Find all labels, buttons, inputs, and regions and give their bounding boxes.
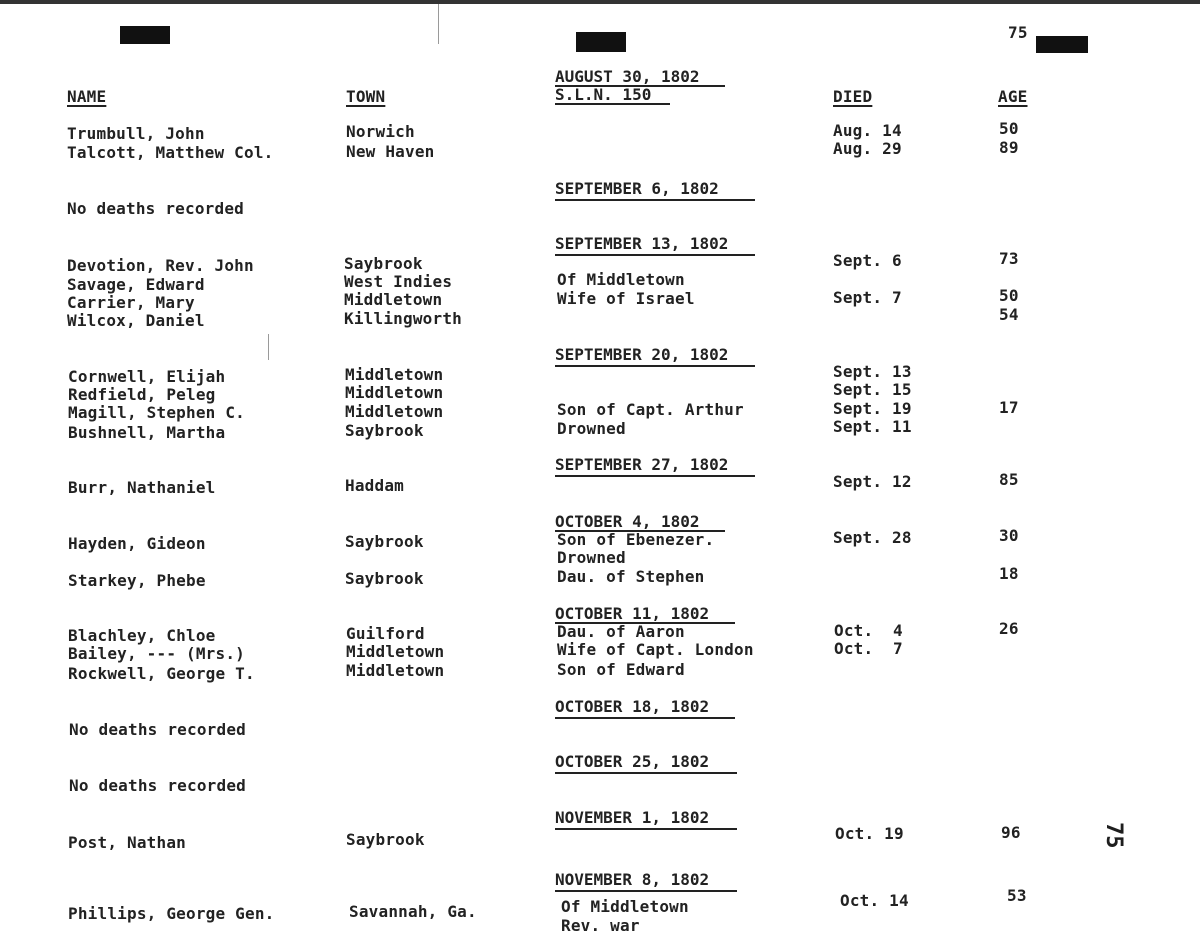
record-note: Son of Capt. Arthur — [557, 400, 744, 419]
scan-mark-line — [268, 334, 269, 360]
record-town: Killingworth — [344, 309, 462, 328]
week-heading — [555, 809, 737, 830]
record-town: Saybrook — [345, 569, 424, 588]
record-name: Bailey, --- (Mrs.) — [68, 644, 245, 663]
record-note: Dau. of Aaron — [557, 622, 685, 641]
week-heading — [555, 180, 755, 201]
record-died: Aug. 14 — [833, 121, 902, 140]
week-underline — [555, 254, 755, 256]
week-heading — [555, 698, 735, 719]
record-name: Cornwell, Elijah — [68, 367, 226, 386]
record-name: Rockwell, George T. — [68, 664, 255, 683]
record-age: 50 — [999, 119, 1019, 138]
side-page-number: 75 — [1101, 822, 1126, 849]
week-underline — [555, 199, 755, 201]
record-note-continued: Drowned — [557, 548, 626, 567]
record-name: Talcott, Matthew Col. — [67, 143, 274, 162]
week-underline — [555, 717, 735, 719]
record-town: New Haven — [346, 142, 435, 161]
record-died: Sept. 19 — [833, 399, 912, 418]
record-age: 17 — [999, 398, 1019, 417]
scan-crease-line — [438, 4, 439, 44]
week-underline — [555, 890, 737, 892]
week-date: SEPTEMBER 20, 1802 — [555, 345, 729, 364]
record-age: 26 — [999, 619, 1019, 638]
week-heading — [555, 871, 737, 892]
record-name: Bushnell, Martha — [68, 423, 226, 442]
name-column-header: NAME — [67, 87, 107, 106]
record-town: Saybrook — [346, 830, 425, 849]
record-age: 18 — [999, 564, 1019, 583]
week-date: SEPTEMBER 13, 1802 — [555, 234, 729, 253]
no-deaths-note: No deaths recorded — [69, 720, 246, 739]
record-age: 89 — [999, 138, 1019, 157]
record-town: Saybrook — [344, 254, 423, 273]
record-name: Magill, Stephen C. — [68, 403, 245, 422]
record-town: Middletown — [346, 642, 445, 661]
record-note: Wife of Israel — [557, 289, 695, 308]
record-name: Hayden, Gideon — [68, 534, 206, 553]
record-name: Wilcox, Daniel — [67, 311, 205, 330]
record-note: Son of Ebenezer. — [557, 530, 715, 549]
redaction-mark — [1036, 36, 1088, 53]
record-name: Devotion, Rev. John — [67, 256, 254, 275]
no-deaths-note: No deaths recorded — [69, 776, 246, 795]
redaction-mark — [576, 32, 626, 52]
record-name: Redfield, Peleg — [68, 385, 216, 404]
record-died: Oct. 19 — [835, 824, 904, 843]
week-underline — [555, 828, 737, 830]
record-died: Aug. 29 — [833, 139, 902, 158]
record-note-continued: Rev. war — [561, 916, 640, 935]
week-date: AUGUST 30, 1802 — [555, 67, 700, 86]
week-heading — [555, 346, 755, 367]
week-heading — [555, 235, 755, 256]
no-deaths-note: No deaths recorded — [67, 199, 244, 218]
week-date: OCTOBER 4, 1802 — [555, 512, 700, 531]
record-age: 30 — [999, 526, 1019, 545]
record-died: Oct. 4 — [834, 621, 903, 640]
record-name: Carrier, Mary — [67, 293, 195, 312]
record-age: 96 — [1001, 823, 1021, 842]
record-age: 53 — [1007, 886, 1027, 905]
record-town: West Indies — [344, 272, 453, 291]
record-town: Middletown — [345, 402, 444, 421]
record-note: Son of Edward — [557, 660, 685, 679]
record-name: Starkey, Phebe — [68, 571, 206, 590]
record-died: Sept. 6 — [833, 251, 902, 270]
week-heading — [555, 68, 725, 105]
record-died: Sept. 11 — [833, 417, 912, 436]
record-name: Blachley, Chloe — [68, 626, 216, 645]
week-date: OCTOBER 18, 1802 — [555, 697, 710, 716]
record-name: Burr, Nathaniel — [68, 478, 216, 497]
record-note: Dau. of Stephen — [557, 567, 705, 586]
record-town: Saybrook — [345, 532, 424, 551]
record-died: Oct. 7 — [834, 639, 903, 658]
record-town: Middletown — [346, 661, 445, 680]
record-age: 73 — [999, 249, 1019, 268]
week-underline — [555, 365, 755, 367]
redaction-mark — [120, 26, 170, 44]
week-heading — [555, 753, 737, 774]
record-note: Of Middletown — [557, 270, 685, 289]
died-column-header: DIED — [833, 87, 873, 106]
record-age: 85 — [999, 470, 1019, 489]
page-number: 75 — [1008, 23, 1028, 42]
week-underline — [555, 475, 755, 477]
record-name: Trumbull, John — [67, 124, 205, 143]
age-column-header: AGE — [998, 87, 1028, 106]
record-died: Sept. 7 — [833, 288, 902, 307]
record-town: Norwich — [346, 122, 415, 141]
record-name: Post, Nathan — [68, 833, 186, 852]
record-name: Savage, Edward — [67, 275, 205, 294]
week-date: NOVEMBER 1, 1802 — [555, 808, 710, 827]
source-reference: S.L.N. 150 — [555, 85, 652, 104]
town-column-header: TOWN — [346, 87, 386, 106]
record-died: Sept. 12 — [833, 472, 912, 491]
record-note: Wife of Capt. London — [557, 640, 754, 659]
record-note: Drowned — [557, 419, 626, 438]
record-died: Oct. 14 — [840, 891, 909, 910]
record-died: Sept. 15 — [833, 380, 912, 399]
record-name: Phillips, George Gen. — [68, 904, 275, 923]
record-town: Middletown — [345, 365, 444, 384]
record-died: Sept. 28 — [833, 528, 912, 547]
record-died: Sept. 13 — [833, 362, 912, 381]
week-date: SEPTEMBER 6, 1802 — [555, 179, 719, 198]
week-date: OCTOBER 25, 1802 — [555, 752, 710, 771]
week-date: NOVEMBER 8, 1802 — [555, 870, 710, 889]
week-date: OCTOBER 11, 1802 — [555, 604, 710, 623]
record-town: Haddam — [345, 476, 404, 495]
record-town: Middletown — [345, 383, 444, 402]
record-town: Middletown — [344, 290, 443, 309]
record-town: Savannah, Ga. — [349, 902, 477, 921]
week-underline — [555, 772, 737, 774]
record-note: Of Middletown — [561, 897, 689, 916]
record-town: Guilford — [346, 624, 425, 643]
week-date: SEPTEMBER 27, 1802 — [555, 455, 729, 474]
record-age: 50 — [999, 286, 1019, 305]
week-heading — [555, 456, 755, 477]
record-age: 54 — [999, 305, 1019, 324]
scan-top-border — [0, 0, 1200, 4]
record-town: Saybrook — [345, 421, 424, 440]
